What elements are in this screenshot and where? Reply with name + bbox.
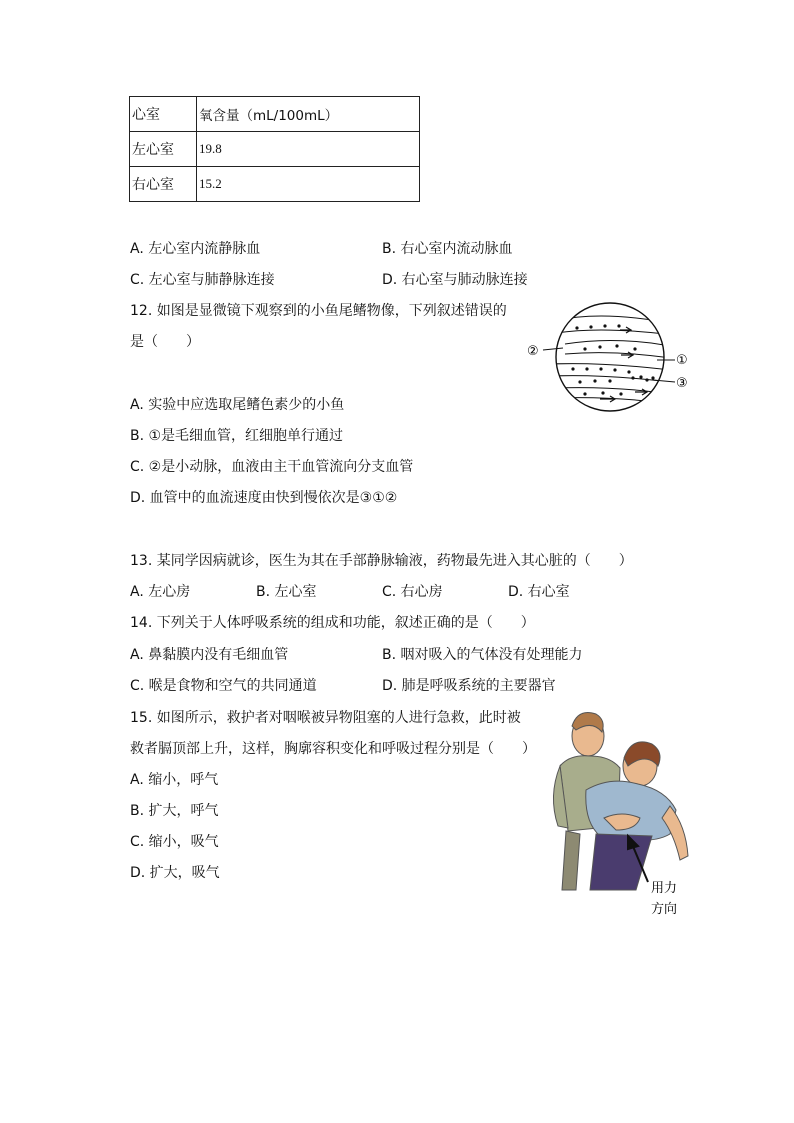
q12-option-a: A. 实验中应选取尾鳍色素少的小鱼 [130, 397, 345, 413]
q14-option-a: A. 鼻黏膜内没有毛细血管 [130, 647, 289, 663]
q11-option-c: C. 左心室与肺静脉连接 [130, 272, 275, 288]
q13-option-d: D. 右心室 [508, 584, 570, 600]
q15-option-c: C. 缩小，吸气 [130, 834, 219, 850]
oxygen-table [129, 96, 420, 202]
q11-option-a: A. 左心室内流静脉血 [130, 241, 261, 257]
figure-label-1: ① [676, 353, 688, 368]
table-header-row [130, 97, 420, 132]
q13-option-b: B. 左心室 [256, 584, 317, 600]
table-cell: 右心室 [130, 167, 197, 202]
figure-label-3: ③ [676, 376, 688, 391]
force-label-line2: 方向 [651, 902, 678, 917]
q12-stem-line2: 是（ ） [130, 334, 200, 350]
q15-stem-line2: 救者膈顶部上升，这样，胸廓容积变化和呼吸过程分别是（ ） [130, 741, 536, 757]
q14-stem: 14. 下列关于人体呼吸系统的组成和功能，叙述正确的是（ ） [130, 615, 535, 631]
q15-option-d: D. 扩大，吸气 [130, 865, 220, 881]
q12-option-c: C. ②是小动脉，血液由主干血管流向分支血管 [130, 459, 414, 475]
force-label-line1: 用力 [651, 881, 678, 896]
q13-stem: 13. 某同学因病就诊，医生为其在手部静脉输液，药物最先进入其心脏的（ ） [130, 553, 633, 569]
table-cell: 15.2 [197, 167, 420, 202]
table-header-cell: 氧含量（mL/100mL） [197, 97, 420, 132]
table-row [130, 132, 420, 167]
q15-option-a: A. 缩小，呼气 [130, 772, 219, 788]
q14-option-d: D. 肺是呼吸系统的主要器官 [382, 678, 556, 694]
fish-tail-microscope-figure [525, 300, 700, 420]
figure-label-2: ② [527, 344, 539, 359]
table-row [130, 167, 420, 202]
q11-option-d: D. 右心室与肺动脉连接 [382, 272, 528, 288]
q13-option-a: A. 左心房 [130, 584, 191, 600]
q14-option-c: C. 喉是食物和空气的共同通道 [130, 678, 317, 694]
q14-option-b: B. 咽对吸入的气体没有处理能力 [382, 647, 583, 663]
table-cell: 19.8 [197, 132, 420, 167]
table-cell: 左心室 [130, 132, 197, 167]
table-header-cell: 心室 [130, 97, 197, 132]
q13-option-c: C. 右心房 [382, 584, 443, 600]
q12-stem-line1: 12. 如图是显微镜下观察到的小鱼尾鳍物像，下列叙述错误的 [130, 303, 507, 319]
q12-option-d: D. 血管中的血流速度由快到慢依次是③①② [130, 490, 398, 506]
q15-option-b: B. 扩大，呼气 [130, 803, 219, 819]
heimlich-maneuver-figure [540, 706, 700, 918]
q11-option-b: B. 右心室内流动脉血 [382, 241, 513, 257]
q15-stem-line1: 15. 如图所示，救护者对咽喉被异物阻塞的人进行急救，此时被 [130, 710, 521, 726]
q12-option-b: B. ①是毛细血管，红细胞单行通过 [130, 428, 344, 444]
